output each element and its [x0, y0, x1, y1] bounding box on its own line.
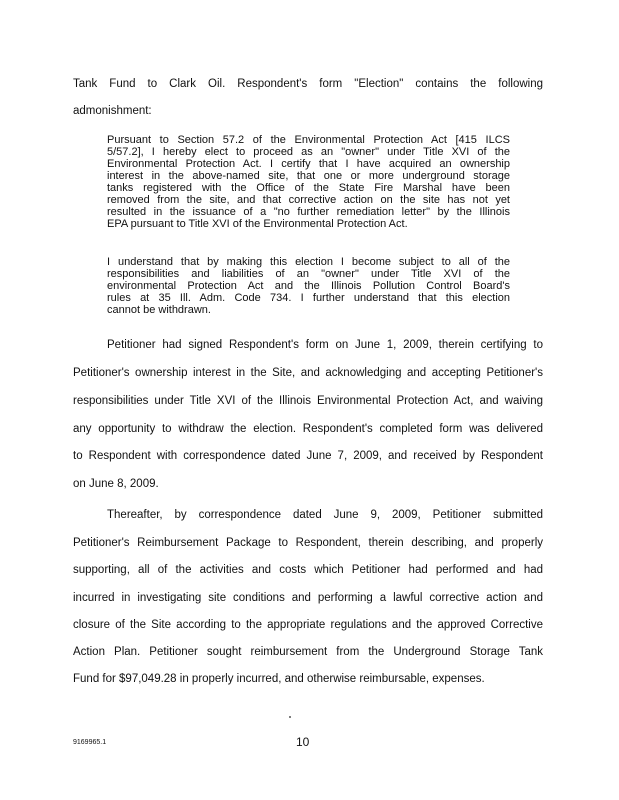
- quote-line: Environmental Protection Act. I certify that I have acquired an ownership: [107, 158, 510, 170]
- body-text-line: admonishment:: [73, 105, 152, 117]
- body-text-line: Action Plan. Petitioner sought reimbursement from the Underground Storage Tank: [73, 646, 543, 658]
- body-text-line: Fund for $97,049.28 in properly incurred, and otherwise reimbursable, expenses.: [73, 673, 485, 685]
- body-text-line: incurred in investigating site conditions and performing a lawful corrective action and: [73, 592, 543, 604]
- quote-line: Pursuant to Section 57.2 of the Environmental Protection Act [415 ILCS: [107, 134, 510, 146]
- body-text-line: Thereafter, by correspondence dated June 9, 2009, Petitioner submitted: [107, 509, 543, 521]
- quote-line: removed from the site, and that corrective action on the site has not yet: [107, 194, 510, 206]
- quote-line: 5/57.2], I hereby elect to proceed as an "owner" under Title XVI of the: [107, 146, 510, 158]
- block-quote-understanding: [107, 256, 510, 316]
- document-id: 9169965.1: [73, 739, 107, 746]
- quote-line: I understand that by making this election I become subject to all of the: [107, 256, 510, 268]
- quote-line: rules at 35 Ill. Adm. Code 734. I further understand that this election: [107, 292, 510, 304]
- body-text-line: closure of the Site according to the appropriate regulations and the approved Corrective: [73, 619, 543, 631]
- body-text-line: to Respondent with correspondence dated June 7, 2009, and received by Respondent: [73, 450, 543, 462]
- body-text-line: on June 8, 2009.: [73, 478, 159, 490]
- quote-line: EPA pursuant to Title XVI of the Environmental Protection Act.: [107, 218, 408, 230]
- body-text-line: responsibilities under Title XVI of the Illinois Environmental Protection Act, and waiving: [73, 395, 543, 407]
- body-text-line: Petitioner had signed Respondent's form on June 1, 2009, therein certifying to: [107, 339, 543, 351]
- body-text-line: supporting, all of the activities and costs which Petitioner had performed and had: [73, 564, 543, 576]
- block-quote-certification: [107, 134, 510, 230]
- quote-line: interest in the above-named site, that one or more underground storage: [107, 170, 510, 182]
- quote-line: cannot be withdrawn.: [107, 304, 211, 316]
- quote-line: responsibilities and liabilities of an "owner" under Title XVI of the: [107, 268, 510, 280]
- body-text-line: any opportunity to withdraw the election. Respondent's completed form was delivered: [73, 423, 543, 435]
- scan-speck: [289, 716, 291, 718]
- quote-line: tanks registered with the Office of the State Fire Marshal have been: [107, 182, 510, 194]
- body-text-line: Petitioner's ownership interest in the Site, and acknowledging and accepting Petitioner's: [73, 367, 543, 379]
- quote-line: environmental Protection Act and the Illinois Pollution Control Board's: [107, 280, 510, 292]
- body-text-line: Tank Fund to Clark Oil. Respondent's form "Election" contains the following: [73, 78, 543, 90]
- page-number: 10: [296, 735, 310, 749]
- body-text-line: Petitioner's Reimbursement Package to Respondent, therein describing, and properly: [73, 537, 543, 549]
- quote-line: resulted in the issuance of a "no further remediation letter" by the Illinois: [107, 206, 510, 218]
